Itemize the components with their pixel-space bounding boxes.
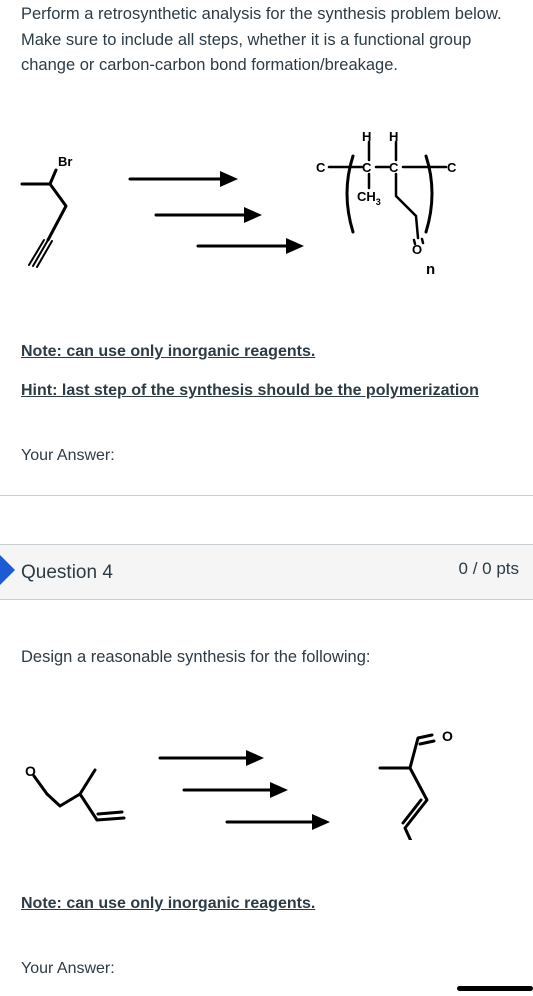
question-prompt: Design a reasonable synthesis for the following: — [21, 648, 371, 666]
question-prompt: Perform a retrosynthetic analysis for the synthesis problem below. Make sure to include all steps, whether it is a functional group change or carbon-carbon bond formation/breakage. — [21, 5, 502, 74]
methyl-label: $CH_3$ — [357, 189, 381, 207]
aldehyde-carbonyl-bond — [34, 776, 47, 794]
note-inorganic-reagents: Note: can use only inorganic reagents. — [21, 895, 316, 912]
h-label-2: H — [389, 129, 399, 144]
product-carbonyl-second-bond — [420, 741, 434, 744]
starting-alkene-second-bond — [98, 812, 122, 814]
arrowhead-1 — [220, 171, 238, 187]
question-points: 0 / 0 pts — [458, 559, 519, 578]
arrowhead-1 — [246, 750, 264, 766]
c-label-left: C — [316, 160, 326, 175]
c-label-right: C — [447, 160, 457, 175]
oxygen-label-q3: O — [412, 242, 423, 257]
arrowhead-3 — [312, 814, 330, 830]
h-label-1: H — [362, 129, 372, 144]
starting-material-skeleton — [22, 170, 66, 240]
oxygen-label-right: O — [442, 728, 453, 744]
answer-divider — [0, 495, 533, 496]
product-skeleton — [380, 735, 432, 840]
c-label-1: C — [362, 160, 372, 175]
arrowhead-2 — [244, 207, 262, 223]
oxygen-label-left: O — [25, 763, 36, 779]
c-label-2: C — [389, 160, 399, 175]
bromine-label: Br — [58, 154, 73, 169]
reaction-scheme-q3 — [0, 120, 533, 290]
alkyne-triple-bond — [29, 240, 52, 267]
arrowhead-3 — [286, 238, 304, 254]
your-answer-label: Your Answer: — [21, 960, 115, 977]
question-title: Question 4 — [21, 562, 113, 583]
your-answer-label: Your Answer: — [21, 447, 115, 464]
side-chain — [396, 174, 418, 238]
home-indicator[interactable] — [457, 986, 533, 991]
question-flag-icon[interactable] — [0, 555, 15, 585]
note-inorganic-reagents: Note: can use only inorganic reagents. — [21, 343, 316, 360]
polymer-n-label: n — [426, 261, 436, 278]
hint-polymerization: Hint: last step of the synthesis should be the polymerization — [21, 382, 479, 399]
reaction-scheme-q4 — [0, 720, 533, 840]
arrowhead-2 — [270, 782, 288, 798]
